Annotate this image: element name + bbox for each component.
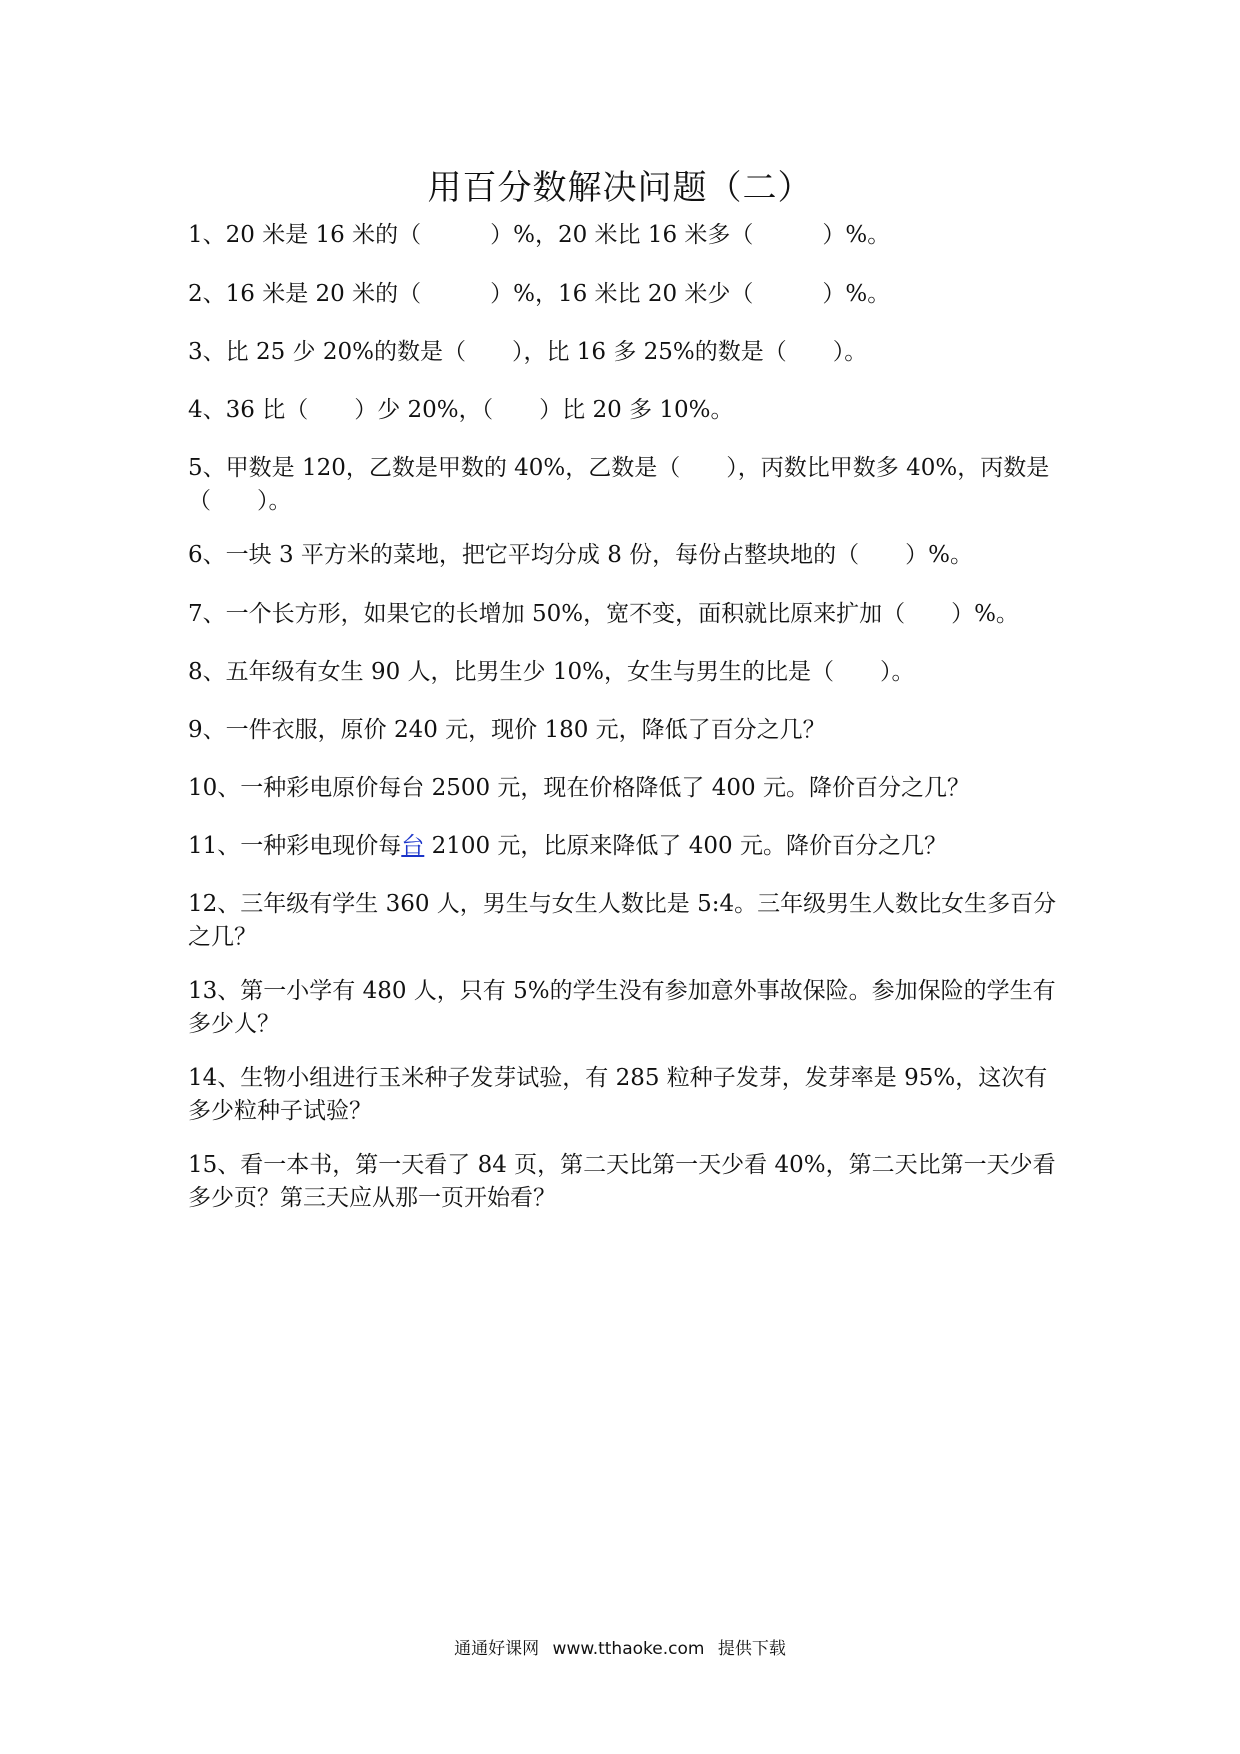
question-7: 7、一个长方形，如果它的长增加 50%，宽不变，面积就比原来扩加（ ）%。	[188, 601, 1019, 627]
footer-url[interactable]: www.tthaoke.com	[552, 1639, 705, 1659]
question-3: 3、比 25 少 20%的数是（ ），比 16 多 25%的数是（ ）。	[188, 339, 868, 365]
question-8: 8、五年级有女生 90 人，比男生少 10%，女生与男生的比是（ ）。	[188, 659, 915, 685]
question-13: 13、第一小学有 480 人，只有 5%的学生没有参加意外事故保险。参加保险的学生有多少人？	[188, 978, 1056, 1037]
question-11-after: 2100 元，比原来降低了 400 元。降价百分之几？	[424, 833, 947, 859]
question-14: 14、生物小组进行玉米种子发芽试验，有 285 粒种子发芽，发芽率是 95%，这次有多少粒种子试验？	[188, 1065, 1048, 1124]
page-footer	[0, 1634, 1240, 1659]
question-11-before: 11、一种彩电现价每	[188, 833, 402, 859]
question-2: 2、16 米是 20 米的（ ）%，16 米比 20 米少（ ）%。	[188, 281, 891, 307]
question-12: 12、三年级有学生 360 人，男生与女生人数比是 5:4。三年级男生人数比女生多百分之几？	[188, 891, 1057, 950]
question-11-link[interactable]: 台	[401, 833, 425, 859]
question-10: 10、一种彩电原价每台 2500 元，现在价格降低了 400 元。降价百分之几？	[188, 775, 970, 801]
question-1: 1、20 米是 16 米的（ ）%，20 米比 16 米多（ ）%。	[188, 222, 891, 248]
question-15: 15、看一本书，第一天看了 84 页，第二天比第一天少看 40%，第二天比第一天少看多少页？第三天应从那一页开始看？	[188, 1152, 1056, 1211]
question-6: 6、一块 3 平方米的菜地，把它平均分成 8 份，每份占整块地的（ ）%。	[188, 542, 973, 568]
footer-site-name: 通通好课网	[454, 1639, 540, 1659]
question-11	[188, 830, 1058, 863]
question-5: 5、甲数是 120，乙数是甲数的 40%，乙数是（ ），丙数比甲数多 40%，丙数是（ ）。	[188, 455, 1050, 514]
footer-suffix: 提供下载	[717, 1639, 786, 1659]
page-title: 用百分数解决问题（二）	[427, 168, 813, 208]
question-4: 4、36 比（ ）少 20%，（ ）比 20 多 10%。	[188, 397, 734, 423]
question-9: 9、一件衣服，原价 240 元，现价 180 元，降低了百分之几？	[188, 717, 826, 743]
